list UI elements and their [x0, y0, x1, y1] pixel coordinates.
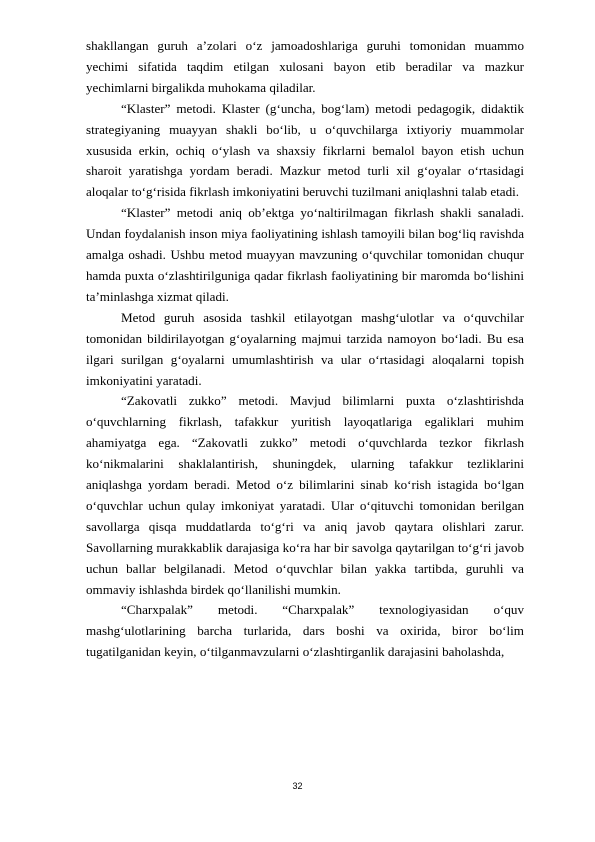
paragraph-klaster-thinking: “Klaster” metodi aniq ob’ektga yo‘naltirilmagan fikrlash shakli sanaladi. Undan foydalanish inson miya faoliyatining ishlash tamoyili bilan bog‘liq ravishda amalga oshadi. Ushbu metod muayyan mavzuning o‘quvchilar tomonidan chuqur hamda puxta o‘zlashtirilguniga qadar fikrlash faoliyatining bir maromda bo‘lishini ta’minlashga xizmat qiladi. [86, 205, 524, 304]
paragraph-charxpalak-method: “Charxpalak” metodi. “Charxpalak” texnologiyasidan o‘quv mashg‘ulotlarining barcha turlarida, dars boshi va oxirida, biror bo‘lim tugatilganidan keyin, o‘tilganmavzularni o‘zlashtirganlik darajasini baholashda, [86, 602, 524, 660]
paragraph-method-ideas: Metod guruh asosida tashkil etilayotgan mashg‘ulotlar va o‘quvchilar tomonidan bildirilayotgan g‘oyalarning majmui tarzida namoyon bo‘ladi. Bu esa ilgari surilgan g‘oyalarni umumlashtirish va ular o‘rtasidagi aloqalarni topish imkoniyatini yaratadi. [86, 309, 524, 388]
page-number: 32 [292, 781, 303, 791]
document-page [86, 36, 524, 663]
paragraph-zakovatli-zukko-method: “Zakovatli zukko” metodi. Mavjud bilimlarni puxta o‘zlashtirishda o‘quvchlarning fikrlash, tafakkur yuritish layoqatlariga egaliklari muhim ahamiyatga ega. “Zakovatli zukko” metodi o‘quvchlarda tezkor fikrlash ko‘nikmalarini shaklalantirish, shuningdek, ularning tafakkur tezliklarini aniqlashga yordam beradi. Metod o‘z bilimlarini sinab ko‘rish istagida bo‘lgan o‘quvchlar uchun qulay imkoniyat yaratadi. Ular o‘qituvchi tomonidan berilgan savollarga qisqa muddatlarda to‘g‘ri va aniq javob qaytara olishlari zarur. Savollarning murakkablik darajasiga ko‘ra har bir savolga qaytarilgan to‘g‘ri javob uchun ballar belgilanadi. Metod o‘quvchlar bilan yakka tartibda, guruhli va ommaviy ishlashda birdek qo‘llanilishi mumkin. [86, 393, 524, 597]
paragraph-group-discussion: shakllangan guruh a’zolari o‘z jamoadoshlariga guruhi tomonidan muammo yechimi sifatida taqdim etilgan xulosani bayon etib beradilar va mazkur yechimlarni birgalikda muhokama qiladilar. [86, 38, 524, 95]
paragraph-klaster-method: “Klaster” metodi. Klaster (g‘uncha, bog‘lam) metodi pedagogik, didaktik strategiyaning muayyan shakli bo‘lib, u o‘quvchilarga ixtiyoriy muammolar xususida erkin, ochiq o‘ylash va shaxsiy fikrlarni bemalol bayon etish uchun sharoit yaratishga yordam beradi. Mazkur metod turli xil g‘oyalar o‘rtasidagi aloqalar to‘g‘risida fikrlash imkoniyatini beruvchi tuzilmani aniqlashni talab etadi. [86, 100, 524, 200]
